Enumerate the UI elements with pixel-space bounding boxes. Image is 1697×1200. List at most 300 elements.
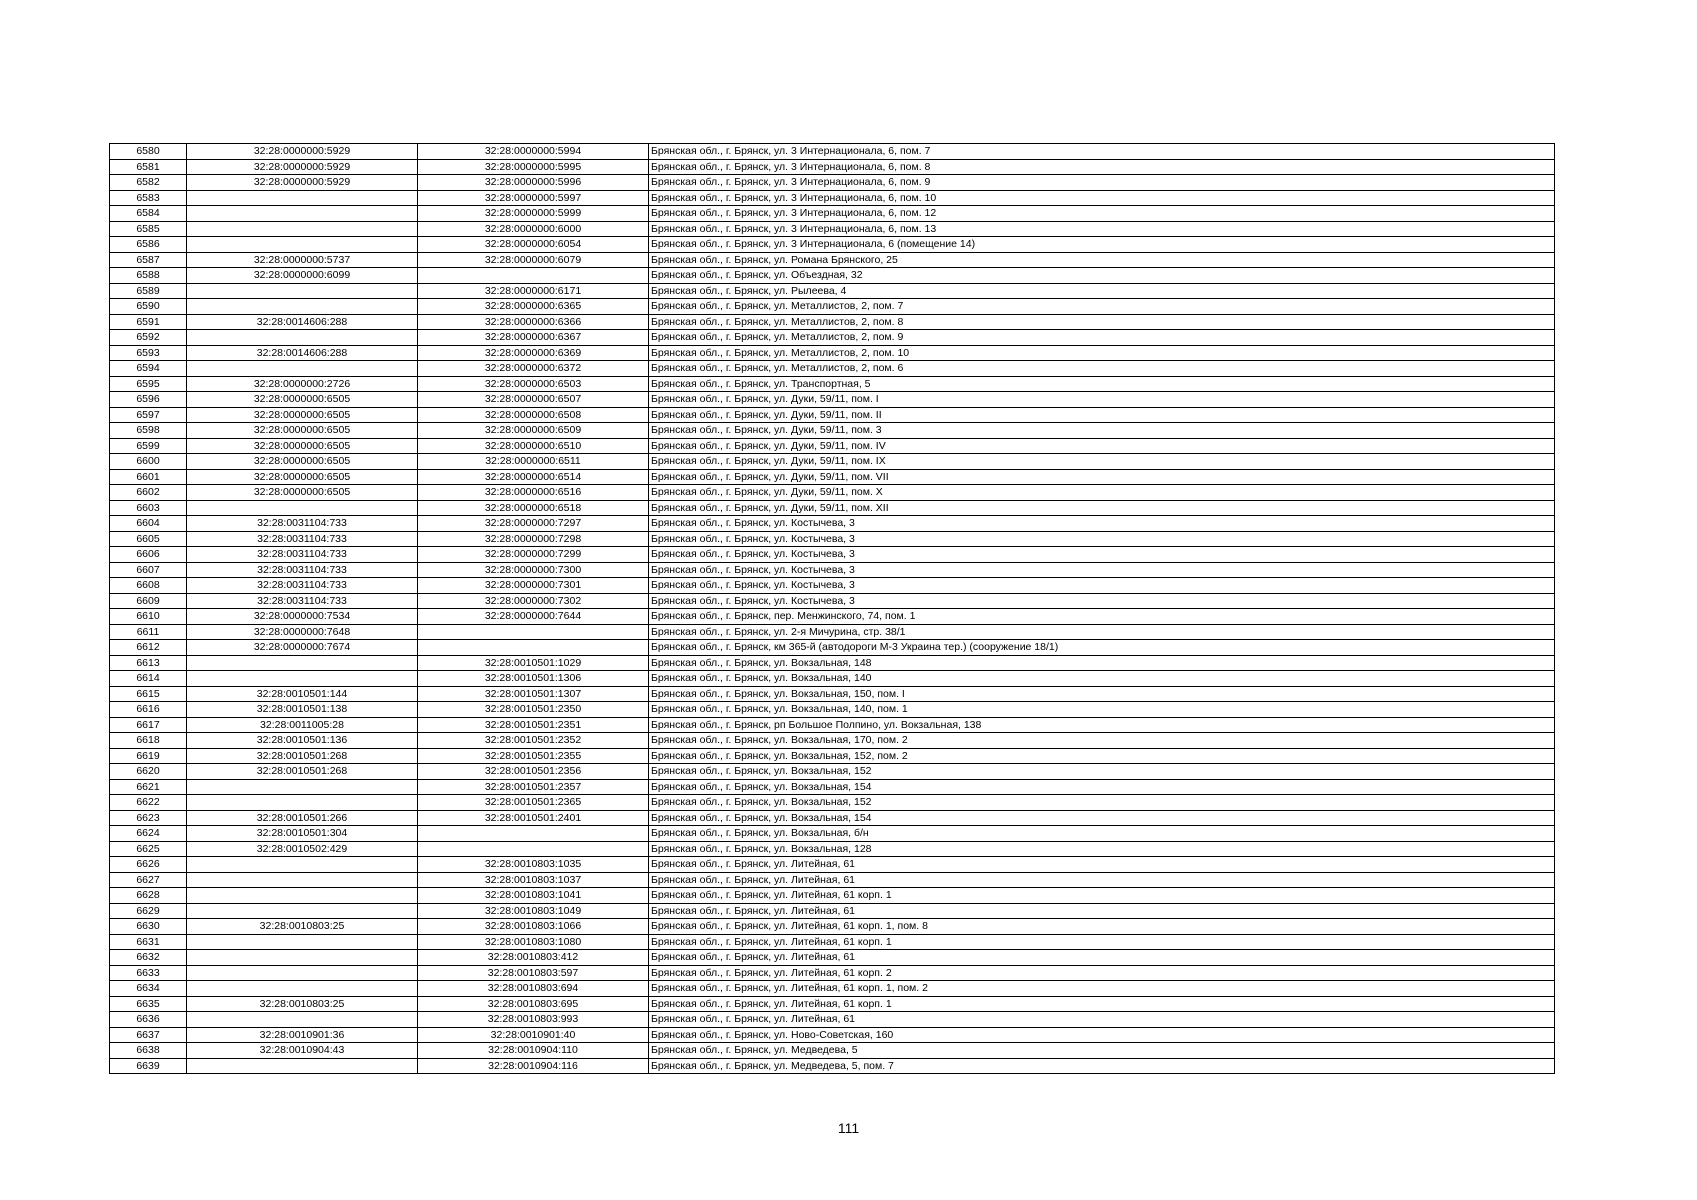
parent-cadastral-number-cell: 32:28:0000000:7674 (187, 640, 418, 656)
address-cell: Брянская обл., г. Брянск, ул. Металлистов, 2, пом. 8 (649, 314, 1555, 330)
address-cell: Брянская обл., г. Брянск, ул. 3 Интернационала, 6 (помещение 14) (649, 237, 1555, 253)
row-number-cell: 6632 (110, 950, 187, 966)
address-cell: Брянская обл., г. Брянск, ул. Литейная, 61 корп. 1 (649, 934, 1555, 950)
table-row (110, 268, 1555, 284)
address-cell: Брянская обл., г. Брянск, ул. Дуки, 59/11, пом. VII (649, 469, 1555, 485)
table-row (110, 361, 1555, 377)
table-row (110, 175, 1555, 191)
row-number-cell: 6582 (110, 175, 187, 191)
parent-cadastral-number-cell (187, 1058, 418, 1074)
parent-cadastral-number-cell (187, 283, 418, 299)
table-row (110, 547, 1555, 563)
address-cell: Брянская обл., г. Брянск, ул. 2-я Мичурина, стр. 38/1 (649, 624, 1555, 640)
row-number-cell: 6604 (110, 516, 187, 532)
parent-cadastral-number-cell: 32:28:0010501:138 (187, 702, 418, 718)
address-cell: Брянская обл., г. Брянск, ул. 3 Интернационала, 6, пом. 10 (649, 190, 1555, 206)
address-cell: Брянская обл., г. Брянск, ул. Литейная, 61 (649, 903, 1555, 919)
address-cell: Брянская обл., г. Брянск, ул. Транспортная, 5 (649, 376, 1555, 392)
address-cell: Брянская обл., г. Брянск, ул. Литейная, 61 (649, 857, 1555, 873)
address-cell: Брянская обл., г. Брянск, ул. Дуки, 59/11, пом. X (649, 485, 1555, 501)
row-number-cell: 6591 (110, 314, 187, 330)
row-number-cell: 6603 (110, 500, 187, 516)
table-row (110, 252, 1555, 268)
row-number-cell: 6636 (110, 1012, 187, 1028)
cadastral-number-cell: 32:28:0000000:6000 (418, 221, 649, 237)
cadastral-number-cell: 32:28:0000000:5999 (418, 206, 649, 222)
address-cell: Брянская обл., г. Брянск, ул. Металлистов, 2, пом. 9 (649, 330, 1555, 346)
address-cell: Брянская обл., г. Брянск, ул. Дуки, 59/11, пом. IX (649, 454, 1555, 470)
row-number-cell: 6611 (110, 624, 187, 640)
row-number-cell: 6638 (110, 1043, 187, 1059)
cadastral-number-cell: 32:28:0010803:695 (418, 996, 649, 1012)
table-row (110, 237, 1555, 253)
table-row (110, 330, 1555, 346)
parent-cadastral-number-cell: 32:28:0010501:266 (187, 810, 418, 826)
cadastral-number-cell: 32:28:0000000:5994 (418, 144, 649, 160)
parent-cadastral-number-cell (187, 950, 418, 966)
address-cell: Брянская обл., г. Брянск, ул. Ново-Советская, 160 (649, 1027, 1555, 1043)
address-cell: Брянская обл., г. Брянск, ул. Костычева, 3 (649, 593, 1555, 609)
table-row (110, 810, 1555, 826)
table-row (110, 702, 1555, 718)
parent-cadastral-number-cell: 32:28:0011005:28 (187, 717, 418, 733)
row-number-cell: 6607 (110, 562, 187, 578)
table-row (110, 531, 1555, 547)
table-row (110, 981, 1555, 997)
row-number-cell: 6617 (110, 717, 187, 733)
address-cell: Брянская обл., г. Брянск, ул. Литейная, 61 корп. 1, пом. 2 (649, 981, 1555, 997)
table-row (110, 950, 1555, 966)
cadastral-number-cell: 32:28:0010901:40 (418, 1027, 649, 1043)
table-row (110, 841, 1555, 857)
address-cell: Брянская обл., г. Брянск, пер. Менжинского, 74, пом. 1 (649, 609, 1555, 625)
row-number-cell: 6602 (110, 485, 187, 501)
row-number-cell: 6601 (110, 469, 187, 485)
row-number-cell: 6586 (110, 237, 187, 253)
table-row (110, 764, 1555, 780)
parent-cadastral-number-cell (187, 190, 418, 206)
row-number-cell: 6609 (110, 593, 187, 609)
row-number-cell: 6621 (110, 779, 187, 795)
row-number-cell: 6618 (110, 733, 187, 749)
address-cell: Брянская обл., г. Брянск, ул. Вокзальная, 152 (649, 764, 1555, 780)
cadastral-number-cell: 32:28:0010501:2350 (418, 702, 649, 718)
row-number-cell: 6619 (110, 748, 187, 764)
address-cell: Брянская обл., г. Брянск, ул. Дуки, 59/11, пом. I (649, 392, 1555, 408)
parent-cadastral-number-cell (187, 981, 418, 997)
table-row (110, 1027, 1555, 1043)
row-number-cell: 6628 (110, 888, 187, 904)
parent-cadastral-number-cell: 32:28:0010901:36 (187, 1027, 418, 1043)
address-cell: Брянская обл., г. Брянск, ул. Костычева, 3 (649, 547, 1555, 563)
address-cell: Брянская обл., г. Брянск, ул. 3 Интернационала, 6, пом. 8 (649, 159, 1555, 175)
row-number-cell: 6623 (110, 810, 187, 826)
table-row (110, 221, 1555, 237)
parent-cadastral-number-cell: 32:28:0031104:733 (187, 531, 418, 547)
row-number-cell: 6589 (110, 283, 187, 299)
table-row (110, 159, 1555, 175)
cadastral-number-cell: 32:28:0000000:7300 (418, 562, 649, 578)
table-row (110, 609, 1555, 625)
table-row (110, 872, 1555, 888)
address-cell: Брянская обл., г. Брянск, рп Большое Полпино, ул. Вокзальная, 138 (649, 717, 1555, 733)
parent-cadastral-number-cell: 32:28:0010501:304 (187, 826, 418, 842)
cadastral-number-cell: 32:28:0010501:2401 (418, 810, 649, 826)
address-cell: Брянская обл., г. Брянск, ул. Вокзальная, 152, пом. 2 (649, 748, 1555, 764)
parent-cadastral-number-cell: 32:28:0000000:5929 (187, 144, 418, 160)
row-number-cell: 6620 (110, 764, 187, 780)
cadastral-number-cell: 32:28:0010501:1029 (418, 655, 649, 671)
row-number-cell: 6631 (110, 934, 187, 950)
address-cell: Брянская обл., г. Брянск, ул. Вокзальная, 170, пом. 2 (649, 733, 1555, 749)
table-row (110, 1012, 1555, 1028)
table-row (110, 500, 1555, 516)
cadastral-number-cell: 32:28:0000000:7644 (418, 609, 649, 625)
address-cell: Брянская обл., г. Брянск, ул. Вокзальная, 128 (649, 841, 1555, 857)
cadastral-number-cell: 32:28:0000000:6171 (418, 283, 649, 299)
cadastral-number-cell: 32:28:0010803:993 (418, 1012, 649, 1028)
parent-cadastral-number-cell: 32:28:0031104:733 (187, 516, 418, 532)
address-cell: Брянская обл., г. Брянск, км 365-й (автодороги М-3 Украина тер.) (сооружение 18/1) (649, 640, 1555, 656)
parent-cadastral-number-cell: 32:28:0010501:136 (187, 733, 418, 749)
table-row (110, 593, 1555, 609)
table-row (110, 562, 1555, 578)
address-cell: Брянская обл., г. Брянск, ул. Вокзальная, 150, пом. I (649, 686, 1555, 702)
row-number-cell: 6627 (110, 872, 187, 888)
table-row (110, 314, 1555, 330)
cadastral-number-cell: 32:28:0010803:694 (418, 981, 649, 997)
row-number-cell: 6626 (110, 857, 187, 873)
cadastral-number-cell: 32:28:0010501:1306 (418, 671, 649, 687)
parent-cadastral-number-cell: 32:28:0000000:5929 (187, 175, 418, 191)
table-row (110, 686, 1555, 702)
cadastral-number-cell (418, 640, 649, 656)
address-cell: Брянская обл., г. Брянск, ул. Литейная, 61 корп. 1, пом. 8 (649, 919, 1555, 935)
table-row (110, 748, 1555, 764)
address-cell: Брянская обл., г. Брянск, ул. Литейная, 61 (649, 872, 1555, 888)
page-number: 111 (837, 1120, 860, 1136)
parent-cadastral-number-cell: 32:28:0000000:2726 (187, 376, 418, 392)
parent-cadastral-number-cell (187, 795, 418, 811)
table-row (110, 516, 1555, 532)
address-cell: Брянская обл., г. Брянск, ул. Медведева, 5 (649, 1043, 1555, 1059)
parent-cadastral-number-cell: 32:28:0010904:43 (187, 1043, 418, 1059)
cadastral-number-cell: 32:28:0000000:5996 (418, 175, 649, 191)
row-number-cell: 6600 (110, 454, 187, 470)
cadastral-number-cell: 32:28:0000000:7298 (418, 531, 649, 547)
address-cell: Брянская обл., г. Брянск, ул. 3 Интернационала, 6, пом. 13 (649, 221, 1555, 237)
cadastral-number-cell: 32:28:0000000:7302 (418, 593, 649, 609)
row-number-cell: 6630 (110, 919, 187, 935)
row-number-cell: 6610 (110, 609, 187, 625)
row-number-cell: 6629 (110, 903, 187, 919)
row-number-cell: 6624 (110, 826, 187, 842)
parent-cadastral-number-cell (187, 1012, 418, 1028)
parent-cadastral-number-cell (187, 221, 418, 237)
table-row (110, 283, 1555, 299)
parent-cadastral-number-cell: 32:28:0000000:5929 (187, 159, 418, 175)
parent-cadastral-number-cell (187, 330, 418, 346)
cadastral-number-cell: 32:28:0000000:6518 (418, 500, 649, 516)
parent-cadastral-number-cell: 32:28:0010803:25 (187, 919, 418, 935)
table-row (110, 826, 1555, 842)
parent-cadastral-number-cell (187, 500, 418, 516)
cadastral-number-cell: 32:28:0010501:2365 (418, 795, 649, 811)
parent-cadastral-number-cell: 32:28:0000000:6505 (187, 407, 418, 423)
cadastral-number-cell: 32:28:0000000:6054 (418, 237, 649, 253)
parent-cadastral-number-cell (187, 934, 418, 950)
cadastral-number-cell: 32:28:0000000:7299 (418, 547, 649, 563)
cadastral-number-cell (418, 826, 649, 842)
parent-cadastral-number-cell: 32:28:0010501:144 (187, 686, 418, 702)
row-number-cell: 6605 (110, 531, 187, 547)
parent-cadastral-number-cell (187, 779, 418, 795)
cadastral-number-cell: 32:28:0000000:6367 (418, 330, 649, 346)
address-cell: Брянская обл., г. Брянск, ул. Литейная, 61 корп. 2 (649, 965, 1555, 981)
parent-cadastral-number-cell: 32:28:0000000:6505 (187, 454, 418, 470)
row-number-cell: 6592 (110, 330, 187, 346)
cadastral-number-cell: 32:28:0010501:1307 (418, 686, 649, 702)
row-number-cell: 6598 (110, 423, 187, 439)
address-cell: Брянская обл., г. Брянск, ул. Романа Брянского, 25 (649, 252, 1555, 268)
address-cell: Брянская обл., г. Брянск, ул. Дуки, 59/11, пом. IV (649, 438, 1555, 454)
row-number-cell: 6584 (110, 206, 187, 222)
cadastral-number-cell: 32:28:0000000:6509 (418, 423, 649, 439)
parent-cadastral-number-cell (187, 655, 418, 671)
table-row (110, 578, 1555, 594)
row-number-cell: 6634 (110, 981, 187, 997)
parent-cadastral-number-cell (187, 965, 418, 981)
row-number-cell: 6587 (110, 252, 187, 268)
table-row (110, 717, 1555, 733)
row-number-cell: 6583 (110, 190, 187, 206)
parent-cadastral-number-cell: 32:28:0010502:429 (187, 841, 418, 857)
address-cell: Брянская обл., г. Брянск, ул. Вокзальная, б/н (649, 826, 1555, 842)
table-row (110, 392, 1555, 408)
row-number-cell: 6593 (110, 345, 187, 361)
cadastral-number-cell (418, 841, 649, 857)
parent-cadastral-number-cell: 32:28:0000000:6505 (187, 469, 418, 485)
cadastral-number-cell (418, 268, 649, 284)
row-number-cell: 6625 (110, 841, 187, 857)
row-number-cell: 6580 (110, 144, 187, 160)
property-table (109, 143, 1555, 1074)
cadastral-number-cell: 32:28:0010803:597 (418, 965, 649, 981)
cadastral-number-cell: 32:28:0010904:116 (418, 1058, 649, 1074)
address-cell: Брянская обл., г. Брянск, ул. 3 Интернационала, 6, пом. 9 (649, 175, 1555, 191)
address-cell: Брянская обл., г. Брянск, ул. Металлистов, 2, пом. 6 (649, 361, 1555, 377)
table-row (110, 919, 1555, 935)
table-row (110, 624, 1555, 640)
cadastral-number-cell: 32:28:0000000:6372 (418, 361, 649, 377)
parent-cadastral-number-cell: 32:28:0031104:733 (187, 562, 418, 578)
address-cell: Брянская обл., г. Брянск, ул. Литейная, 61 корп. 1 (649, 996, 1555, 1012)
parent-cadastral-number-cell: 32:28:0031104:733 (187, 547, 418, 563)
parent-cadastral-number-cell: 32:28:0000000:6505 (187, 392, 418, 408)
table-row (110, 733, 1555, 749)
table-row (110, 1043, 1555, 1059)
cadastral-number-cell: 32:28:0000000:6510 (418, 438, 649, 454)
table-row (110, 376, 1555, 392)
row-number-cell: 6596 (110, 392, 187, 408)
address-cell: Брянская обл., г. Брянск, ул. Дуки, 59/11, пом. 3 (649, 423, 1555, 439)
row-number-cell: 6616 (110, 702, 187, 718)
row-number-cell: 6615 (110, 686, 187, 702)
parent-cadastral-number-cell (187, 237, 418, 253)
parent-cadastral-number-cell (187, 361, 418, 377)
address-cell: Брянская обл., г. Брянск, ул. Костычева, 3 (649, 562, 1555, 578)
parent-cadastral-number-cell (187, 206, 418, 222)
parent-cadastral-number-cell (187, 888, 418, 904)
address-cell: Брянская обл., г. Брянск, ул. 3 Интернационала, 6, пом. 7 (649, 144, 1555, 160)
address-cell: Брянская обл., г. Брянск, ул. Литейная, 61 корп. 1 (649, 888, 1555, 904)
row-number-cell: 6635 (110, 996, 187, 1012)
address-cell: Брянская обл., г. Брянск, ул. Вокзальная, 140, пом. 1 (649, 702, 1555, 718)
row-number-cell: 6633 (110, 965, 187, 981)
parent-cadastral-number-cell: 32:28:0010803:25 (187, 996, 418, 1012)
table-row (110, 1058, 1555, 1074)
table-row (110, 407, 1555, 423)
cadastral-number-cell: 32:28:0010501:2356 (418, 764, 649, 780)
parent-cadastral-number-cell: 32:28:0000000:6505 (187, 438, 418, 454)
address-cell: Брянская обл., г. Брянск, ул. Дуки, 59/11, пом. II (649, 407, 1555, 423)
row-number-cell: 6595 (110, 376, 187, 392)
parent-cadastral-number-cell: 32:28:0031104:733 (187, 593, 418, 609)
table-row (110, 671, 1555, 687)
row-number-cell: 6597 (110, 407, 187, 423)
address-cell: Брянская обл., г. Брянск, ул. Костычева, 3 (649, 516, 1555, 532)
cadastral-number-cell: 32:28:0000000:7297 (418, 516, 649, 532)
row-number-cell: 6590 (110, 299, 187, 315)
cadastral-number-cell: 32:28:0010803:1080 (418, 934, 649, 950)
parent-cadastral-number-cell (187, 857, 418, 873)
table-row (110, 934, 1555, 950)
table-row (110, 779, 1555, 795)
row-number-cell: 6585 (110, 221, 187, 237)
address-cell: Брянская обл., г. Брянск, ул. Рылеева, 4 (649, 283, 1555, 299)
row-number-cell: 6594 (110, 361, 187, 377)
parent-cadastral-number-cell: 32:28:0000000:6505 (187, 423, 418, 439)
address-cell: Брянская обл., г. Брянск, ул. Вокзальная, 148 (649, 655, 1555, 671)
parent-cadastral-number-cell: 32:28:0000000:6099 (187, 268, 418, 284)
address-cell: Брянская обл., г. Брянск, ул. Вокзальная, 154 (649, 810, 1555, 826)
cadastral-number-cell: 32:28:0010501:2355 (418, 748, 649, 764)
row-number-cell: 6639 (110, 1058, 187, 1074)
cadastral-number-cell: 32:28:0000000:6508 (418, 407, 649, 423)
cadastral-number-cell: 32:28:0010803:1066 (418, 919, 649, 935)
parent-cadastral-number-cell: 32:28:0000000:5737 (187, 252, 418, 268)
address-cell: Брянская обл., г. Брянск, ул. Медведева, 5, пом. 7 (649, 1058, 1555, 1074)
table-row (110, 144, 1555, 160)
table-row (110, 795, 1555, 811)
cadastral-number-cell: 32:28:0000000:6514 (418, 469, 649, 485)
address-cell: Брянская обл., г. Брянск, ул. Объездная, 32 (649, 268, 1555, 284)
cadastral-number-cell: 32:28:0010803:1037 (418, 872, 649, 888)
row-number-cell: 6606 (110, 547, 187, 563)
row-number-cell: 6613 (110, 655, 187, 671)
address-cell: Брянская обл., г. Брянск, ул. Костычева, 3 (649, 531, 1555, 547)
table-row (110, 888, 1555, 904)
table-row (110, 454, 1555, 470)
table-row (110, 206, 1555, 222)
address-cell: Брянская обл., г. Брянск, ул. Литейная, 61 (649, 950, 1555, 966)
cadastral-number-cell: 32:28:0010501:2357 (418, 779, 649, 795)
table-row (110, 299, 1555, 315)
cadastral-number-cell: 32:28:0010803:1035 (418, 857, 649, 873)
address-cell: Брянская обл., г. Брянск, ул. Дуки, 59/11, пом. XII (649, 500, 1555, 516)
cadastral-number-cell: 32:28:0010904:110 (418, 1043, 649, 1059)
parent-cadastral-number-cell (187, 903, 418, 919)
parent-cadastral-number-cell: 32:28:0000000:6505 (187, 485, 418, 501)
table-row (110, 469, 1555, 485)
parent-cadastral-number-cell: 32:28:0014606:288 (187, 345, 418, 361)
table-row (110, 190, 1555, 206)
cadastral-number-cell: 32:28:0000000:6366 (418, 314, 649, 330)
address-cell: Брянская обл., г. Брянск, ул. Металлистов, 2, пом. 10 (649, 345, 1555, 361)
cadastral-number-cell: 32:28:0000000:6365 (418, 299, 649, 315)
parent-cadastral-number-cell: 32:28:0014606:288 (187, 314, 418, 330)
address-cell: Брянская обл., г. Брянск, ул. 3 Интернационала, 6, пом. 12 (649, 206, 1555, 222)
row-number-cell: 6614 (110, 671, 187, 687)
parent-cadastral-number-cell: 32:28:0000000:7534 (187, 609, 418, 625)
table-row (110, 996, 1555, 1012)
cadastral-number-cell: 32:28:0000000:6503 (418, 376, 649, 392)
cadastral-number-cell: 32:28:0000000:6079 (418, 252, 649, 268)
parent-cadastral-number-cell: 32:28:0010501:268 (187, 764, 418, 780)
table-row (110, 485, 1555, 501)
cadastral-number-cell: 32:28:0010803:1049 (418, 903, 649, 919)
table-row (110, 345, 1555, 361)
cadastral-number-cell: 32:28:0010501:2352 (418, 733, 649, 749)
row-number-cell: 6581 (110, 159, 187, 175)
parent-cadastral-number-cell: 32:28:0031104:733 (187, 578, 418, 594)
table-row (110, 438, 1555, 454)
cadastral-number-cell: 32:28:0000000:6507 (418, 392, 649, 408)
row-number-cell: 6637 (110, 1027, 187, 1043)
row-number-cell: 6588 (110, 268, 187, 284)
parent-cadastral-number-cell: 32:28:0010501:268 (187, 748, 418, 764)
table-row (110, 655, 1555, 671)
table-body (110, 144, 1555, 1074)
address-cell: Брянская обл., г. Брянск, ул. Костычева, 3 (649, 578, 1555, 594)
address-cell: Брянская обл., г. Брянск, ул. Литейная, 61 (649, 1012, 1555, 1028)
table-row (110, 903, 1555, 919)
cadastral-number-cell: 32:28:0010803:412 (418, 950, 649, 966)
cadastral-number-cell: 32:28:0000000:5995 (418, 159, 649, 175)
parent-cadastral-number-cell: 32:28:0000000:7648 (187, 624, 418, 640)
table-row (110, 857, 1555, 873)
cadastral-number-cell: 32:28:0000000:5997 (418, 190, 649, 206)
parent-cadastral-number-cell (187, 671, 418, 687)
cadastral-number-cell (418, 624, 649, 640)
cadastral-number-cell: 32:28:0000000:7301 (418, 578, 649, 594)
row-number-cell: 6599 (110, 438, 187, 454)
cadastral-number-cell: 32:28:0010803:1041 (418, 888, 649, 904)
parent-cadastral-number-cell (187, 299, 418, 315)
row-number-cell: 6622 (110, 795, 187, 811)
table-row (110, 965, 1555, 981)
cadastral-number-cell: 32:28:0000000:6511 (418, 454, 649, 470)
address-cell: Брянская обл., г. Брянск, ул. Вокзальная, 152 (649, 795, 1555, 811)
row-number-cell: 6612 (110, 640, 187, 656)
table-row (110, 640, 1555, 656)
parent-cadastral-number-cell (187, 872, 418, 888)
cadastral-number-cell: 32:28:0000000:6516 (418, 485, 649, 501)
address-cell: Брянская обл., г. Брянск, ул. Вокзальная, 154 (649, 779, 1555, 795)
table-row (110, 423, 1555, 439)
row-number-cell: 6608 (110, 578, 187, 594)
address-cell: Брянская обл., г. Брянск, ул. Металлистов, 2, пом. 7 (649, 299, 1555, 315)
